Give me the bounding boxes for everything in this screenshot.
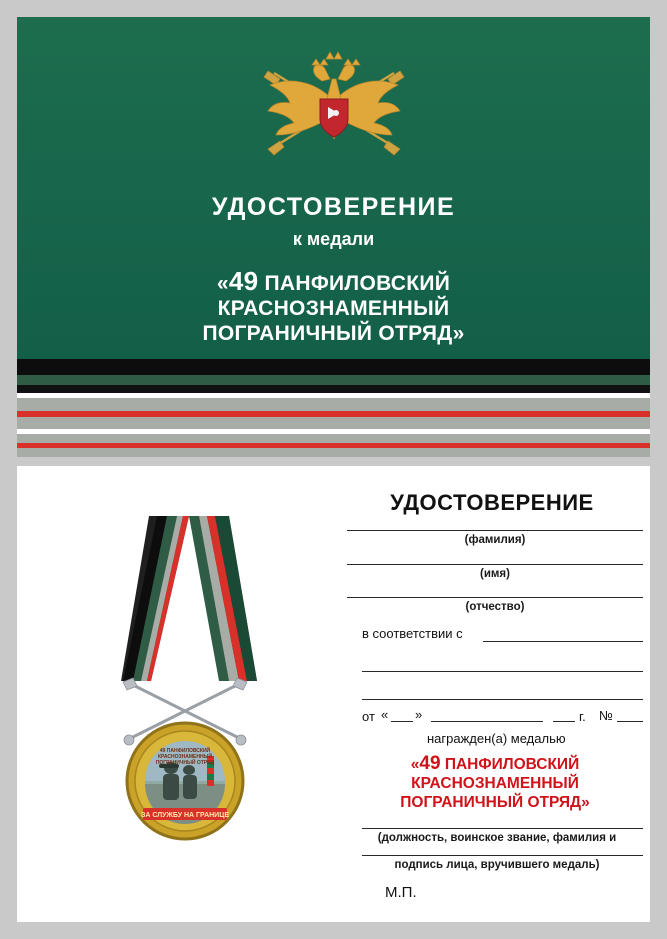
ribbon-stripe-grey-2 — [17, 417, 650, 429]
cover-award-number: 49 — [228, 266, 259, 296]
surname-caption: (фамилия) — [464, 534, 526, 546]
cover-award-name — [17, 266, 650, 346]
cover-ribbon-band — [17, 359, 650, 457]
in-accordance-line-3 — [362, 699, 643, 700]
signature-line — [362, 855, 643, 856]
svg-text:ЗА СЛУЖБУ НА ГРАНИЦЕ: ЗА СЛУЖБУ НА ГРАНИЦЕ — [140, 812, 230, 819]
award-quote-open: « — [410, 756, 420, 773]
ribbon-stripe-dark-2 — [17, 385, 650, 393]
month-line — [431, 721, 543, 722]
ribbon-stripe-grey-4 — [17, 448, 650, 457]
cover-award-line1-rest: ПАНФИЛОВСКИЙ — [258, 272, 451, 295]
award-line2: КРАСНОЗНАМЕННЫЙ — [411, 775, 579, 792]
svg-text:КРАСНОЗНАМЕННЫЙ: КРАСНОЗНАМЕННЫЙ — [157, 754, 213, 760]
award-line1-rest: ПАНФИЛОВСКИЙ — [440, 756, 580, 773]
awarded-label: награжден(а) медалью — [427, 731, 566, 746]
ribbon-stripe-dark-1 — [17, 359, 650, 375]
first-name-caption: (имя) — [480, 568, 510, 580]
cover-subtitle: к медали — [292, 229, 375, 249]
cover-inner — [17, 17, 650, 457]
year-abbr-label: г. — [579, 709, 586, 724]
cover-award-quote-open: « — [216, 272, 229, 295]
patronymic-caption: (отчество) — [465, 601, 525, 613]
quote-open: « — [381, 707, 389, 722]
stamp-placeholder: М.П. — [385, 884, 417, 901]
award-name-red — [347, 754, 643, 812]
first-name-line — [347, 564, 643, 565]
surname-line — [347, 530, 643, 531]
quote-close: » — [415, 707, 423, 722]
ribbon-stripe-green-1 — [17, 375, 650, 385]
certificate-inner-page — [17, 466, 650, 922]
cover-award-line3: ПОГРАНИЧНЫЙ ОТРЯД» — [202, 322, 465, 345]
patronymic-line — [347, 597, 643, 598]
signature-caption: подпись лица, вручившего медаль) — [394, 859, 600, 871]
ribbon-stripe-grey-1 — [17, 398, 650, 411]
russian-double-headed-eagle-emblem — [244, 51, 424, 159]
certificate-cover — [17, 17, 650, 457]
in-accordance-line-2 — [362, 671, 643, 672]
in-accordance-label: в соответствии с — [362, 626, 463, 641]
cover-award-line2: КРАСНОЗНАМЕННЫЙ — [217, 297, 450, 320]
award-line3: ПОГРАНИЧНЫЙ ОТРЯД» — [400, 794, 590, 811]
certificate-title: УДОСТОВЕРЕНИЕ — [390, 490, 594, 515]
number-sign-label: № — [599, 708, 613, 723]
position-caption: (должность, воинское звание, фамилия и — [377, 832, 617, 844]
from-label: от — [362, 709, 375, 724]
year-line — [553, 721, 575, 722]
border-guard-medal-with-swords — [89, 506, 279, 896]
number-line — [617, 721, 643, 722]
award-number: 49 — [419, 753, 441, 774]
svg-text:ПОГРАНИЧНЫЙ ОТРЯД: ПОГРАНИЧНЫЙ ОТРЯД — [155, 760, 215, 766]
cover-title: УДОСТОВЕРЕНИЕ — [211, 193, 456, 221]
in-accordance-line-1 — [483, 641, 643, 642]
day-line — [391, 721, 413, 722]
position-line — [362, 828, 643, 829]
ribbon-stripe-grey-3 — [17, 434, 650, 443]
svg-text:49 ПАНФИЛОВСКИЙ: 49 ПАНФИЛОВСКИЙ — [159, 748, 211, 754]
